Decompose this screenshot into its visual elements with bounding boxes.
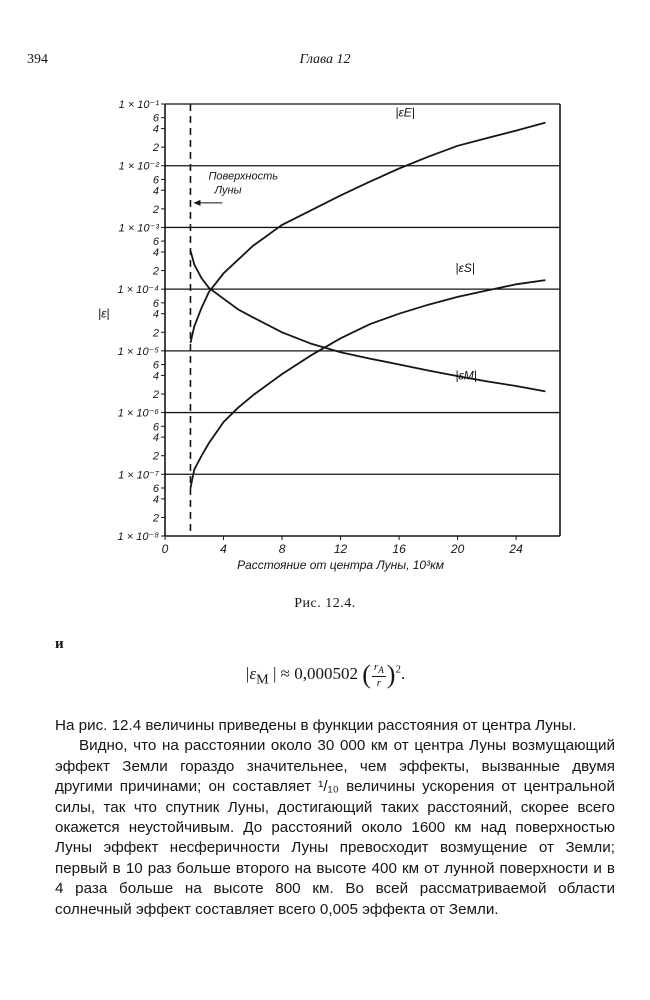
formula-denominator: r — [376, 677, 381, 690]
y-tick-label: 1 × 10⁻¹ — [118, 99, 159, 111]
formula-numerator: r — [373, 660, 379, 673]
y-tick-label: 6 — [152, 482, 159, 495]
formula-end: . — [400, 663, 406, 683]
x-tick-label: 20 — [450, 542, 465, 556]
series-line-3 — [191, 251, 546, 392]
page-number: 394 — [27, 52, 48, 67]
y-tick-label: 1 × 10⁻² — [118, 160, 159, 173]
formula-eps-m — [0, 660, 650, 690]
y-tick-label: 1 × 10⁻⁶ — [117, 407, 159, 420]
y-tick-label: 4 — [152, 246, 159, 259]
y-tick-label: 4 — [152, 493, 159, 506]
series-label-3: |εM| — [455, 368, 477, 383]
y-tick-label: 4 — [152, 185, 159, 198]
y-tick-label: 6 — [152, 174, 159, 187]
formula-numerator-sub: A — [378, 665, 384, 676]
series-line-1 — [191, 123, 546, 343]
y-tick-label: 2 — [152, 388, 159, 401]
y-tick-label: 2 — [152, 512, 159, 525]
running-head: Глава 12 — [299, 52, 351, 67]
y-tick-label: 1 × 10⁻⁴ — [117, 284, 159, 297]
y-tick-label: 2 — [152, 327, 159, 340]
annotation-line-2: Луны — [214, 184, 242, 197]
y-tick-label: 4 — [152, 370, 159, 383]
y-axis-label: |ε| — [98, 306, 110, 321]
series-label-1: |εE| — [395, 105, 415, 120]
formula-paren-open: ( — [362, 660, 371, 689]
y-tick-label: 6 — [152, 112, 159, 125]
annotation-line-1: Поверхность — [208, 170, 279, 183]
y-tick-label: 4 — [152, 432, 159, 445]
paragraph-1: На рис. 12.4 величины приведены в функции расстояния от центра Луны. — [55, 717, 577, 734]
y-tick-label: 4 — [152, 123, 159, 136]
y-tick-label: 2 — [152, 142, 159, 155]
y-tick-label: 1 × 10⁻⁸ — [117, 531, 159, 543]
formula-lhs: |ε — [244, 663, 257, 683]
x-tick-label: 8 — [278, 542, 286, 556]
series-label-2: |εS| — [455, 261, 475, 276]
x-tick-label: 16 — [392, 542, 406, 556]
series-line-2 — [191, 280, 546, 488]
formula-paren-close: ) — [386, 660, 396, 689]
body-text — [55, 716, 615, 920]
x-tick-label: 4 — [220, 542, 227, 556]
formula-rhs: | ≈ 0,000502 — [273, 663, 358, 683]
y-tick-label: 4 — [152, 308, 159, 321]
y-tick-label: 1 × 10⁻⁷ — [118, 469, 159, 482]
formula-fraction — [372, 661, 386, 689]
formula-lhs-sub: M — [256, 671, 269, 688]
y-tick-label: 2 — [152, 265, 159, 278]
y-tick-label: 6 — [152, 421, 159, 434]
y-tick-label: 6 — [152, 236, 159, 249]
y-tick-label: 2 — [152, 450, 159, 463]
y-tick-label: 1 × 10⁻³ — [118, 222, 159, 235]
y-tick-label: 6 — [152, 359, 159, 372]
x-tick-label: 12 — [333, 542, 348, 556]
y-tick-label: 2 — [152, 203, 159, 216]
y-tick-label: 6 — [152, 297, 159, 310]
x-tick-label: 24 — [509, 542, 523, 556]
x-tick-label: 0 — [161, 542, 169, 556]
y-tick-label: 1 × 10⁻⁵ — [117, 345, 159, 358]
formula-power: 2 — [395, 663, 401, 676]
conjunction-text: и — [55, 636, 64, 652]
figure-caption: Рис. 12.4. — [294, 596, 356, 611]
x-axis-label: Расстояние от центра Луны, 10³км — [237, 558, 445, 572]
annotation-arrowhead — [193, 200, 200, 206]
paragraph-2: Видно, что на расстоянии около 30 000 км от центра Луны возмущающий эффект Земли гораздо значительнее, чем эффекты, вызванные двумя другими причинами; он составляет ¹/₁₀ величины ускорения от центральной силы, так что спутник Луны, достигающий таких расстояний, скорее всего окажется неустойчивым. До расстояний около 1600 км над поверхностью Луны эффект несферичности Луны превосходит возмущение от Земли; первый в 10 раз больше второго на высоте 400 км от лунной поверхности и в 4 раза больше на высоте 800 км. Во всей рассматриваемой области солнечный эффект составляет всего 0,005 эффекта от Земли. — [55, 737, 615, 918]
